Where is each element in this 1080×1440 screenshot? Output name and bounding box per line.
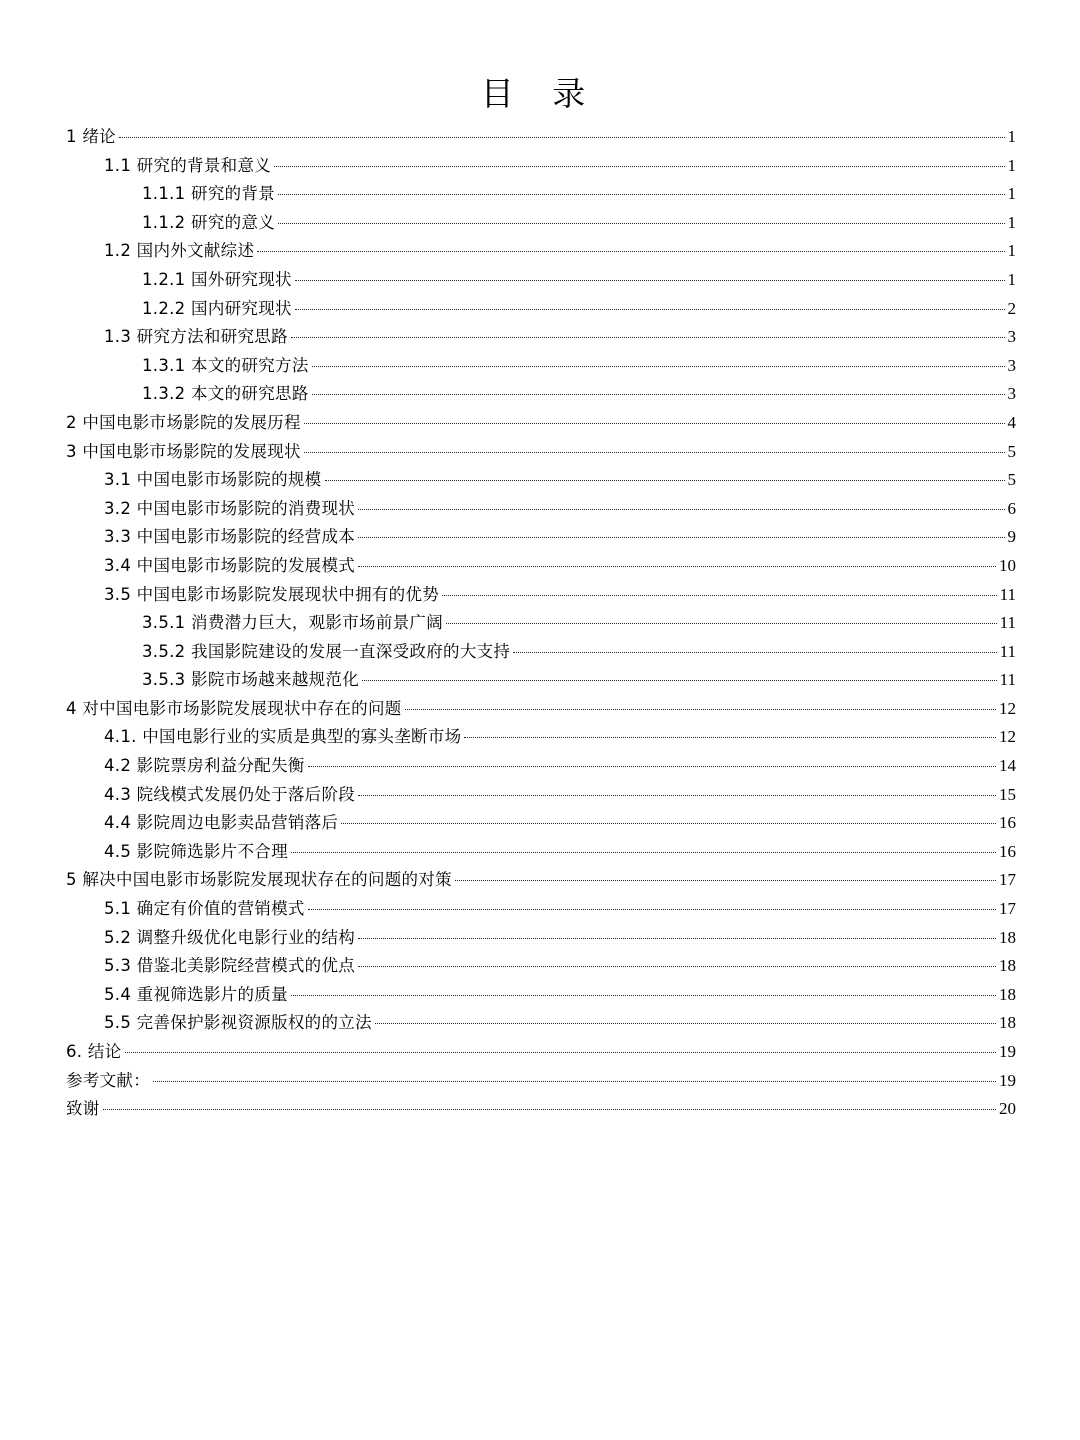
toc-entry[interactable] xyxy=(66,152,1016,181)
table-of-contents xyxy=(66,123,1016,1124)
toc-page-number: 17 xyxy=(999,870,1016,890)
toc-entry[interactable] xyxy=(66,752,1016,781)
toc-entry[interactable] xyxy=(66,209,1016,238)
toc-entry[interactable] xyxy=(66,981,1016,1010)
toc-entry[interactable] xyxy=(66,781,1016,810)
toc-dot-leader xyxy=(446,623,997,624)
toc-entry[interactable] xyxy=(66,180,1016,209)
toc-entry[interactable] xyxy=(66,924,1016,953)
toc-dot-leader xyxy=(312,394,1005,395)
toc-page-number: 16 xyxy=(999,841,1016,861)
toc-entry[interactable] xyxy=(66,1067,1016,1096)
toc-entry-title: 致谢 xyxy=(66,1099,100,1119)
toc-entry[interactable] xyxy=(66,237,1016,266)
toc-dot-leader xyxy=(308,909,996,910)
toc-page-number: 1 xyxy=(1007,155,1016,175)
toc-dot-leader xyxy=(464,737,996,738)
toc-page-number: 16 xyxy=(999,813,1016,833)
toc-entry-title: 1.2.1 国外研究现状 xyxy=(142,269,292,289)
toc-dot-leader xyxy=(341,823,996,824)
toc-entry-title: 1.3 研究方法和研究思路 xyxy=(104,327,288,347)
toc-entry-title: 1.1.2 研究的意义 xyxy=(142,212,276,232)
toc-entry[interactable] xyxy=(66,380,1016,409)
toc-dot-leader xyxy=(295,280,1005,281)
toc-entry-title: 1.1.1 研究的背景 xyxy=(142,184,276,204)
toc-entry-title: 4.1. 中国电影行业的实质是典型的寡头垄断市场 xyxy=(104,727,462,747)
toc-page-number: 6 xyxy=(1007,498,1016,518)
toc-page-number: 1 xyxy=(1007,241,1016,261)
toc-entry[interactable] xyxy=(66,895,1016,924)
toc-dot-leader xyxy=(291,337,1005,338)
toc-page-number: 11 xyxy=(999,584,1016,604)
toc-page-number: 18 xyxy=(999,956,1016,976)
toc-page-number: 3 xyxy=(1007,355,1016,375)
toc-page-number: 15 xyxy=(999,784,1016,804)
toc-page-number: 2 xyxy=(1007,298,1016,318)
toc-entry[interactable] xyxy=(66,352,1016,381)
toc-dot-leader xyxy=(304,452,1005,453)
toc-entry-title: 3.4 中国电影市场影院的发展模式 xyxy=(104,555,356,575)
toc-entry[interactable] xyxy=(66,323,1016,352)
toc-dot-leader xyxy=(358,795,996,796)
toc-dot-leader xyxy=(362,680,997,681)
toc-dot-leader xyxy=(103,1109,996,1110)
toc-entry[interactable] xyxy=(66,123,1016,152)
toc-dot-leader xyxy=(513,652,996,653)
toc-entry-title: 5 解决中国电影市场影院发展现状存在的问题的对策 xyxy=(66,870,452,890)
toc-entry-title: 5.4 重视筛选影片的质量 xyxy=(104,984,288,1004)
toc-entry[interactable] xyxy=(66,1009,1016,1038)
toc-page-number: 1 xyxy=(1007,184,1016,204)
toc-entry[interactable] xyxy=(66,666,1016,695)
toc-entry[interactable] xyxy=(66,809,1016,838)
toc-entry[interactable] xyxy=(66,438,1016,467)
toc-dot-leader xyxy=(312,366,1005,367)
toc-page-number: 14 xyxy=(999,756,1016,776)
toc-entry-title: 4 对中国电影市场影院发展现状中存在的问题 xyxy=(66,698,402,718)
toc-entry[interactable] xyxy=(66,838,1016,867)
toc-page-number: 9 xyxy=(1007,527,1016,547)
toc-page-number: 11 xyxy=(999,670,1016,690)
toc-dot-leader xyxy=(358,966,996,967)
toc-entry[interactable] xyxy=(66,266,1016,295)
toc-entry-title: 5.2 调整升级优化电影行业的结构 xyxy=(104,927,356,947)
toc-entry-title: 5.1 确定有价值的营销模式 xyxy=(104,899,305,919)
toc-entry[interactable] xyxy=(66,638,1016,667)
toc-entry-title: 1.3.1 本文的研究方法 xyxy=(142,355,309,375)
toc-entry[interactable] xyxy=(66,952,1016,981)
toc-dot-leader xyxy=(358,566,996,567)
toc-dot-leader xyxy=(278,223,1004,224)
toc-dot-leader xyxy=(291,852,996,853)
toc-dot-leader xyxy=(308,766,996,767)
page-title: 目 录 xyxy=(480,74,600,113)
toc-page-number: 18 xyxy=(999,1013,1016,1033)
toc-entry-title: 6. 结论 xyxy=(66,1042,122,1061)
toc-entry[interactable] xyxy=(66,695,1016,724)
toc-dot-leader xyxy=(455,880,996,881)
toc-entry-title: 1 绪论 xyxy=(66,127,116,146)
toc-page-number: 11 xyxy=(999,613,1016,633)
toc-entry[interactable] xyxy=(66,866,1016,895)
toc-entry[interactable] xyxy=(66,409,1016,438)
toc-page-number: 5 xyxy=(1007,470,1016,490)
toc-dot-leader xyxy=(119,137,1005,138)
toc-page-number: 3 xyxy=(1007,384,1016,404)
toc-dot-leader xyxy=(358,938,996,939)
toc-entry[interactable] xyxy=(66,1095,1016,1124)
toc-page-number: 19 xyxy=(999,1070,1016,1090)
toc-dot-leader xyxy=(278,194,1004,195)
toc-page-number: 1 xyxy=(1007,127,1016,146)
toc-dot-leader xyxy=(358,509,1004,510)
toc-dot-leader xyxy=(291,995,996,996)
toc-dot-leader xyxy=(274,166,1004,167)
toc-entry-title: 1.2.2 国内研究现状 xyxy=(142,298,292,318)
toc-entry-title: 3.5.1 消费潜力巨大，观影市场前景广阔 xyxy=(142,613,444,633)
toc-page-number: 11 xyxy=(999,641,1016,661)
toc-page-number: 4 xyxy=(1007,412,1016,432)
toc-entry-title: 3.2 中国电影市场影院的消费现状 xyxy=(104,498,356,518)
toc-dot-leader xyxy=(257,251,1004,252)
toc-entry[interactable] xyxy=(66,295,1016,324)
toc-entry-title: 3.5 中国电影市场影院发展现状中拥有的优势 xyxy=(104,584,440,604)
toc-entry-title: 3.3 中国电影市场影院的经营成本 xyxy=(104,527,356,547)
toc-entry[interactable] xyxy=(66,466,1016,495)
toc-entry-title: 3 中国电影市场影院的发展现状 xyxy=(66,441,301,461)
toc-entry-title: 4.5 影院筛选影片不合理 xyxy=(104,841,288,861)
toc-dot-leader xyxy=(304,423,1005,424)
toc-entry-title: 2 中国电影市场影院的发展历程 xyxy=(66,412,301,432)
toc-page-number: 1 xyxy=(1007,269,1016,289)
toc-entry-title: 4.2 影院票房利益分配失衡 xyxy=(104,756,305,776)
toc-entry-title: 参考文献： xyxy=(66,1070,150,1090)
toc-dot-leader xyxy=(442,595,997,596)
toc-dot-leader xyxy=(295,309,1005,310)
toc-entry-title: 1.2 国内外文献综述 xyxy=(104,241,255,261)
toc-entry[interactable] xyxy=(66,581,1016,610)
toc-page-number: 12 xyxy=(999,698,1016,718)
toc-entry[interactable] xyxy=(66,552,1016,581)
toc-entry-title: 3.5.3 影院市场越来越规范化 xyxy=(142,670,360,690)
toc-page-number: 5 xyxy=(1007,441,1016,461)
toc-page-number: 17 xyxy=(999,899,1016,919)
toc-entry[interactable] xyxy=(66,495,1016,524)
toc-entry-title: 4.4 影院周边电影卖品营销落后 xyxy=(104,813,339,833)
toc-entry[interactable] xyxy=(66,609,1016,638)
toc-page-number: 18 xyxy=(999,984,1016,1004)
toc-dot-leader xyxy=(125,1052,997,1053)
toc-entry-title: 3.1 中国电影市场影院的规模 xyxy=(104,470,322,490)
toc-page-number: 18 xyxy=(999,927,1016,947)
toc-page-number: 10 xyxy=(999,555,1016,575)
toc-entry-title: 4.3 院线模式发展仍处于落后阶段 xyxy=(104,784,356,804)
toc-entry[interactable] xyxy=(66,723,1016,752)
toc-page-number: 3 xyxy=(1007,327,1016,347)
toc-entry-title: 3.5.2 我国影院建设的发展一直深受政府的大支持 xyxy=(142,641,511,661)
toc-dot-leader xyxy=(358,537,1004,538)
toc-entry-title: 5.3 借鉴北美影院经营模式的优点 xyxy=(104,956,356,976)
toc-dot-leader xyxy=(405,709,996,710)
toc-page-number: 1 xyxy=(1007,212,1016,232)
toc-page-number: 20 xyxy=(999,1099,1016,1119)
toc-dot-leader xyxy=(325,480,1005,481)
toc-dot-leader xyxy=(153,1081,996,1082)
toc-page-number: 12 xyxy=(999,727,1016,747)
toc-entry-title: 1.3.2 本文的研究思路 xyxy=(142,384,309,404)
toc-entry-title: 5.5 完善保护影视资源版权的的立法 xyxy=(104,1013,372,1033)
toc-entry[interactable] xyxy=(66,523,1016,552)
toc-dot-leader xyxy=(375,1023,996,1024)
toc-entry[interactable] xyxy=(66,1038,1016,1067)
toc-entry-title: 1.1 研究的背景和意义 xyxy=(104,155,272,175)
toc-page-number: 19 xyxy=(999,1042,1016,1061)
